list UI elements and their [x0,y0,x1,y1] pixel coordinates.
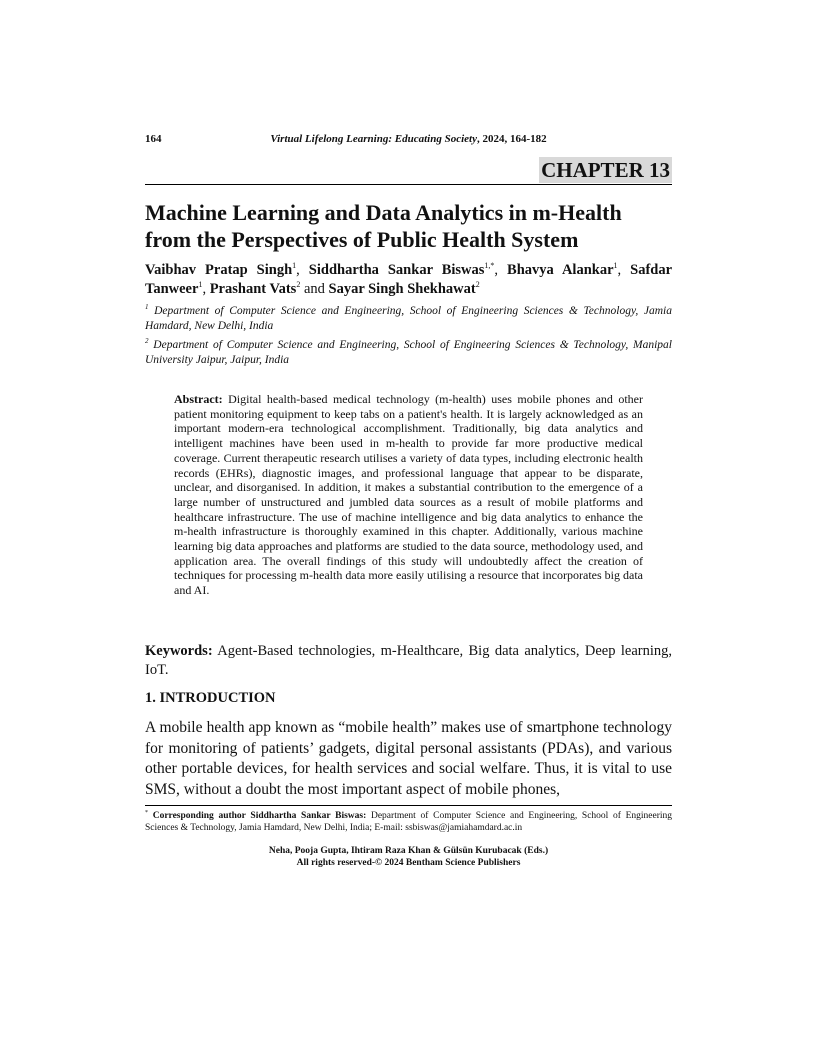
footnote [145,810,672,834]
author-separator: and [300,281,329,297]
author-name: Vaibhav Pratap Singh [145,262,293,278]
author-affiliation-mark: 1,* [484,261,495,270]
author-list [145,261,672,299]
footnote-text: Department of Computer Science and Engineering, School of Engineering Sciences & Technology, Jamia Hamdard, New Delhi, India; E-mail: ssbiswas@jamiahamdard.ac.in [145,811,673,833]
author-affiliation-mark: 1 [613,261,618,270]
author-name: Prashant Vats [209,281,297,297]
journal-citation [145,133,672,145]
journal-volume-pages: , 2024, 164-182 [476,133,547,145]
publisher-block [145,846,672,869]
abstract-text: Digital health-based medical technology (m-health) uses mobile phones and other patient monitoring equipment to keep tabs on a patient's health. It is largely acknowledged as an important modern-era technological accomplishment. Traditionally, big data analytics and intelligent machines have been used in m-health to provide far more productive medical coverage. Current therapeutic research utilises a variety of data types, including electronic health records (EHRs), diagnostic images, and professional language that appear to be disparate, unclear, and disorganised. In addition, it makes a substantial contribution to the emergence of a large number of unstructured and jumbled data sources as a result of mobile platforms and healthcare infrastructure. The use of machine intelligence and big data analytics to enhance the m-health infrastructure is thoroughly examined in this chapter. Additionally, various machine learning big data approaches and platforms are studied to the data source, methodology used, and application area. The overall findings of this study will undoubtedly affect the creation of techniques for processing m-health data more easily utilising a resource that incorporates big data and AI. [174,392,643,598]
author-name: Siddhartha Sankar Biswas [308,262,485,278]
author-separator: , [494,262,508,278]
author-affiliation-mark: 2 [296,280,301,289]
affiliation-1 [145,304,672,334]
affiliation-text: Department of Computer Science and Engineering, School of Engineering Sciences & Technology, Manipal University Jaipur, Jaipur, India [145,339,672,366]
introduction-paragraph: A mobile health app known as “mobile health” makes use of smartphone technology for monitoring of patients’ gadgets, digital personal assistants (PDAs), and various other portable devices, for health services and social welfare. Thus, it is vital to use SMS, without a doubt the most important aspect of mobile phones, [145,719,672,798]
affiliation-2 [145,338,672,368]
affiliation-mark: 2 [145,337,149,345]
footnote-divider [145,805,672,806]
author-separator: , [296,262,309,278]
author-name: Sayar Singh Shekhawat [328,281,476,297]
chapter-banner [145,157,672,185]
author-name: Safdar Tanweer [145,262,673,297]
abstract [174,392,643,598]
author-name: Bhavya Alankar [507,262,614,278]
affiliation-mark: 1 [145,303,149,311]
page-number: 164 [145,133,162,145]
author-affiliation-mark: 1 [198,280,203,289]
author-separator: , [617,262,631,278]
chapter-label: CHAPTER 13 [541,158,670,182]
section-heading: 1. INTRODUCTION [145,690,276,706]
footnote-label: Corresponding author Siddhartha Sankar Biswas: [152,811,367,821]
editors-line: Neha, Pooja Gupta, Ihtiram Raza Khan & Gülsün Kurubacak (Eds.) [268,846,549,856]
footnote-mark: * [145,810,148,816]
author-affiliation-mark: 1 [292,261,297,270]
rights-line: All rights reserved-© 2024 Bentham Science Publishers [296,857,521,868]
keywords-text: Agent-Based technologies, m-Healthcare, Big data analytics, Deep learning, IoT. [145,643,672,678]
author-affiliation-mark: 2 [475,280,480,289]
journal-name: Virtual Lifelong Learning: Educating Society [270,133,477,145]
affiliation-text: Department of Computer Science and Engineering, School of Engineering Sciences & Technology, Jamia Hamdard, New Delhi, India [145,305,672,332]
author-separator: , [202,281,210,297]
chapter-title: Machine Learning and Data Analytics in m-Health from the Perspectives of Public Health System [145,200,622,252]
keywords-label: Keywords: [145,643,213,659]
abstract-label: Abstract: [174,392,223,406]
keywords [145,642,672,680]
